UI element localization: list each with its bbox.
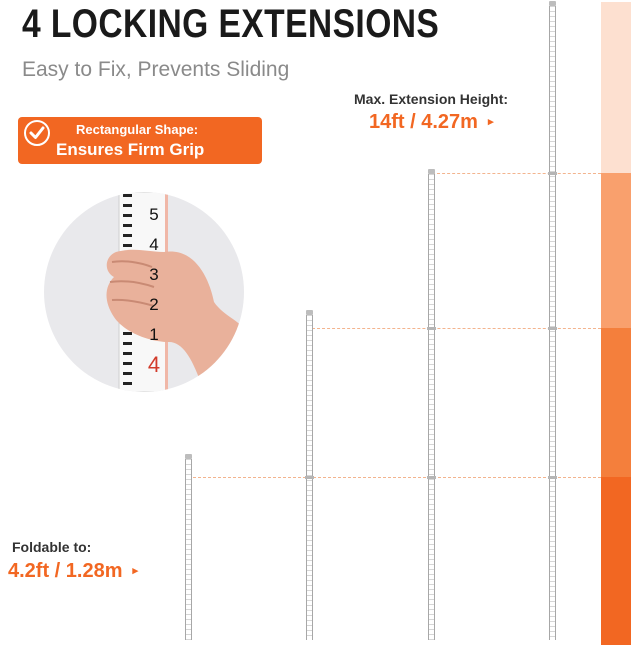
check-circle-icon xyxy=(24,120,50,146)
folded-length-text: 4.2ft / 1.28m xyxy=(8,560,123,582)
folded-length-label: Foldable to: xyxy=(12,539,92,555)
staff-joint xyxy=(548,172,557,175)
arrow-right-icon: ▸ xyxy=(132,565,139,577)
staff-number: 1 xyxy=(149,325,159,344)
max-extension-value xyxy=(369,111,493,134)
max-extension-label: Max. Extension Height: xyxy=(354,91,509,107)
level-guide-line xyxy=(312,328,601,329)
callout-line-1: Rectangular Shape: xyxy=(76,122,199,137)
arrow-right-icon: ▸ xyxy=(487,116,494,128)
staff-number: 3 xyxy=(149,265,159,284)
callout-line-2: Ensures Firm Grip xyxy=(56,140,205,159)
staff-number: 5 xyxy=(149,205,159,224)
staff-joint xyxy=(305,476,314,479)
staff-4-section xyxy=(549,6,556,640)
folded-length-value xyxy=(8,560,138,583)
height-bar-segment-4 xyxy=(601,477,631,645)
staff-number: 2 xyxy=(149,295,159,314)
level-guide-line xyxy=(188,477,601,478)
staff-joint xyxy=(548,327,557,330)
grip-callout xyxy=(18,117,262,164)
staff-joint xyxy=(427,476,436,479)
staff-3-section xyxy=(428,174,435,640)
staff-joint xyxy=(427,327,436,330)
staff-joint xyxy=(548,476,557,479)
grip-closeup xyxy=(44,192,244,392)
staff-1-section xyxy=(185,459,192,640)
height-bar-segment-3 xyxy=(601,328,631,477)
height-bar-segment-1 xyxy=(601,2,631,173)
page-title: 4 LOCKING EXTENSIONS xyxy=(22,2,440,46)
height-bar-segment-2 xyxy=(601,173,631,328)
staff-number: 4 xyxy=(149,235,159,254)
page-subtitle: Easy to Fix, Prevents Sliding xyxy=(22,58,290,81)
level-guide-line xyxy=(432,173,601,174)
max-extension-text: 14ft / 4.27m xyxy=(369,111,478,133)
staff-number: 4 xyxy=(147,352,161,377)
